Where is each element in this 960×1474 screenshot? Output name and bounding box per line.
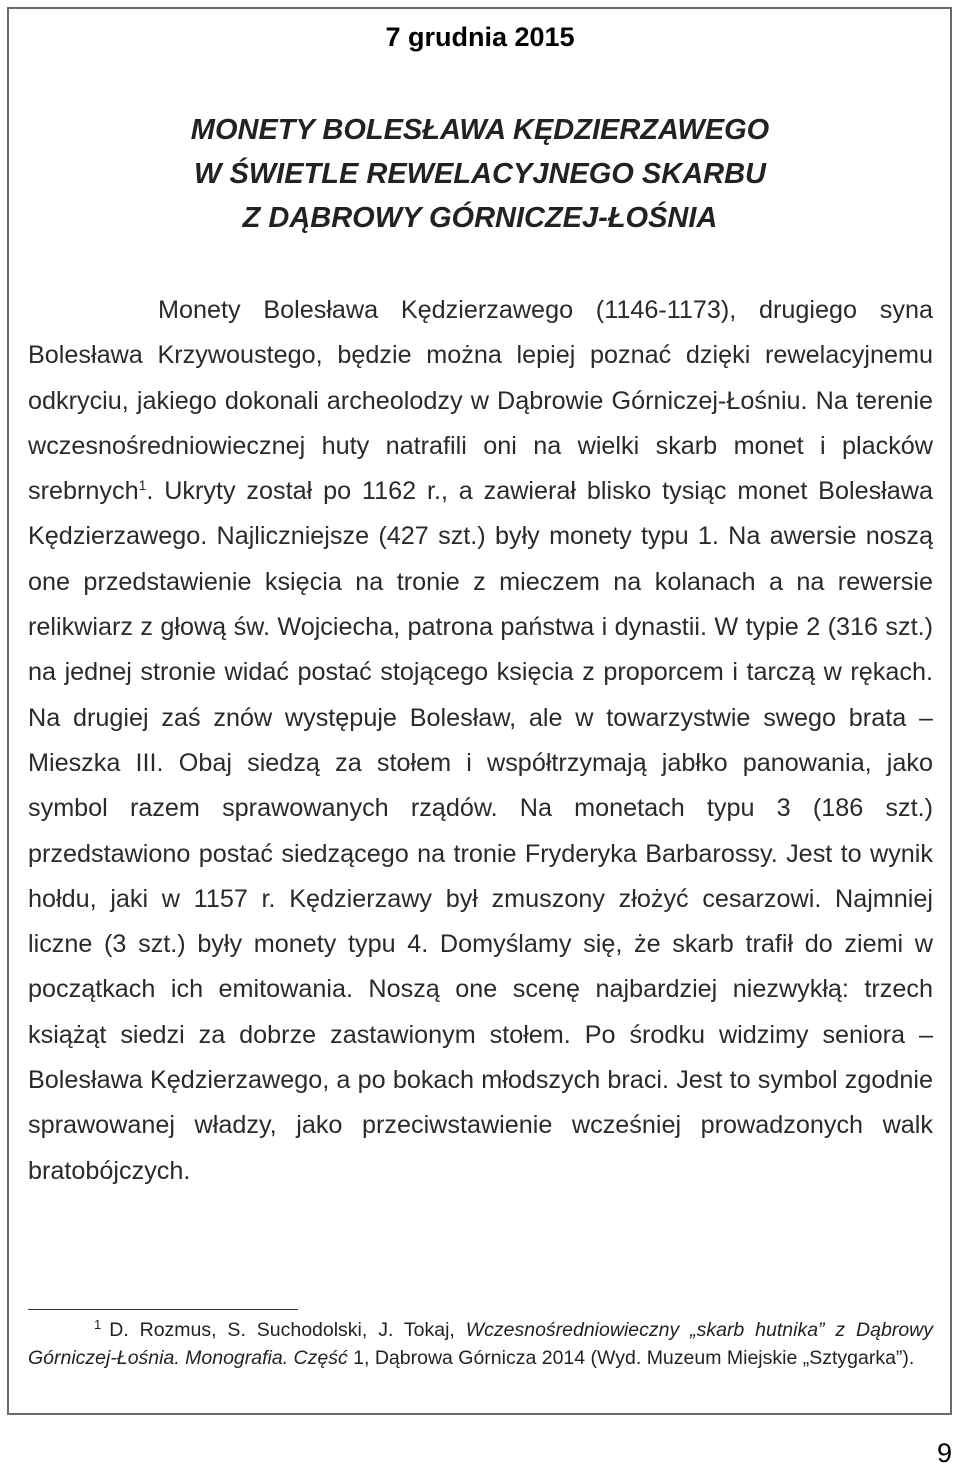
page-date: 7 grudnia 2015	[385, 22, 575, 52]
article-title-line-3: Z DĄBROWY GÓRNICZEJ-ŁOŚNIA	[242, 202, 718, 234]
page-number: 9	[936, 1438, 952, 1468]
article-title-line-2: W ŚWIETLE REWELACYJNEGO SKARBU	[194, 158, 766, 190]
footnote-reference[interactable]: 1	[138, 477, 147, 494]
footnote-divider	[28, 1309, 298, 1310]
article-body	[28, 288, 933, 1194]
article-paragraph	[28, 288, 933, 1194]
footnote-authors: D. Rozmus, S. Suchodolski, J. Tokaj,	[109, 1319, 466, 1341]
footnote	[28, 1316, 933, 1372]
paragraph-text-part-2: . Ukryty został po 1162 r., a zawierał blisko tysiąc monet Bolesława Kędzierzawego. Najliczniejsze (427 szt.) były monety typu 1. Na awersie noszą one przedstawienie księcia na tronie z mieczem na kolanach a na rewersie relikwiarz z głową św. Wojciecha, patrona państwa i dynastii. W typie 2 (316 szt.) na jednej stronie widać postać stojącego księcia z proporcem i tarczą w rękach. Na drugiej zaś znów występuje Bolesław, ale w towarzystwie swego brata – Mieszka III. Obaj siedzą za stołem i współtrzymają jabłko panowania, jako symbol razem sprawowanych rządów. Na monetach typu 3 (186 szt.) przedstawiono postać siedzącego na tronie Fryderyka Barbarossy. Jest to wynik hołdu, jaki w 1157 r. Kędzierzawy był zmuszony złożyć cesarzowi. Najmniej liczne (3 szt.) były monety typu 4. Domyślamy się, że skarb trafił do ziemi w początkach ich emitowania. Noszą one scenę najbardziej niezwykłą: trzech książąt siedzi za dobrze zastawionym stołem. Po środku widzimy seniora – Bolesława Kędzierzawego, a po bokach młodszych braci. Jest to symbol zgodnie sprawowanej władzy, jako przeciwstawienie wcześniej prowadzonych walk bratobójczych.	[28, 477, 933, 1185]
paragraph-text-part-1: Monety Bolesława Kędzierzawego (1146-1173), drugiego syna Bolesława Krzywoustego, będzie można lepiej poznać dzięki rewelacyjnemu odkryciu, jakiego dokonali archeolodzy w Dąbrowie Górniczej-Łośniu. Na terenie wczesnośredniowiecznej huty natrafili oni na wielki skarb monet i placków srebrnych	[28, 296, 933, 506]
footnote-title: Wczesnośredniowieczny „skarb hutnika” z Dąbrowy Górniczej-Łośnia. Monografia. Część	[28, 1319, 933, 1369]
footnote-number: 1	[94, 1317, 102, 1332]
article-title-line-1: MONETY BOLESŁAWA KĘDZIERZAWEGO	[190, 114, 770, 146]
footnote-rest: 1, Dąbrowa Górnicza 2014 (Wyd. Muzeum Miejskie „Sztygarka”).	[347, 1347, 915, 1369]
